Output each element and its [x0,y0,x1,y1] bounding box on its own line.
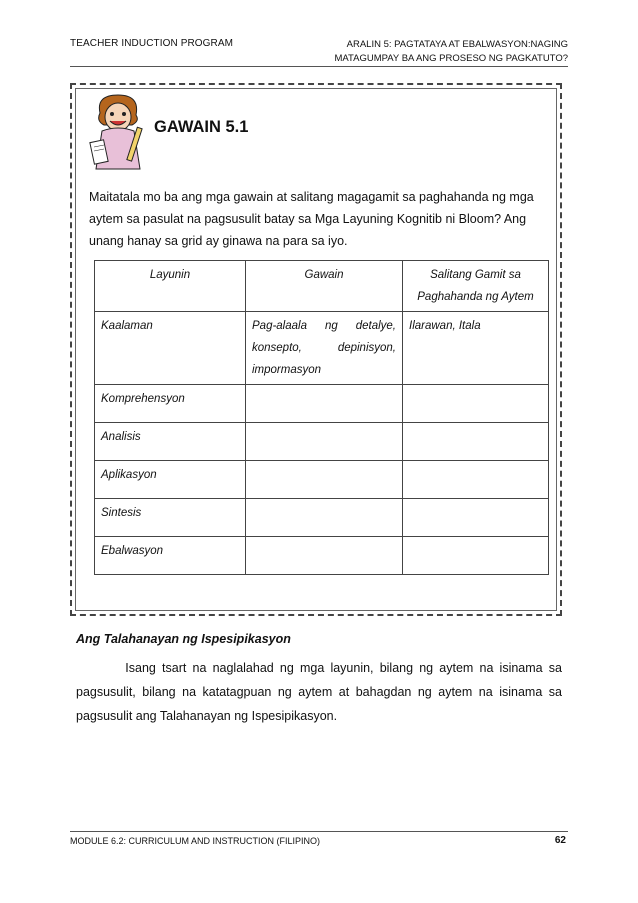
teacher-mascot-icon [88,91,148,173]
header-lesson-line1: ARALIN 5: PAGTATAYA AT EBALWASYON:NAGING [346,39,568,50]
cell-layunin: Ebalwasyon [95,537,246,575]
header-rule [70,66,568,67]
table-row [95,423,549,461]
table-row [95,385,549,423]
header-gawain: Gawain [246,261,403,312]
header-lesson [334,38,568,66]
activity-title: GAWAIN 5.1 [154,118,249,136]
table-header-row [95,261,549,312]
header-layunin: Layunin [95,261,246,312]
cell-layunin: Kaalaman [95,312,246,385]
table-row [95,312,549,385]
header-salita: Salitang Gamit sa Paghahanda ng Aytem [403,261,549,312]
cell-salita: Ilarawan, Itala [403,312,549,385]
cell-gawain[interactable] [246,385,403,423]
instruction-line: Maitatala mo ba ang mga gawain at salitang magagamit sa paghahanda ng mga [89,190,534,204]
cell-gawain[interactable] [246,537,403,575]
paragraph-line: pagsusulit, bilang na katatagpuan ng aytem at bahagdan ng aytem na isinama sa [76,685,562,699]
cell-gawain[interactable] [246,499,403,537]
paragraph-line: pagsusulit ang Talahanayan ng Ispesipikasyon. [76,709,338,723]
instruction-line: unang hanay sa grid ay ginawa na para sa iyo. [89,234,348,248]
cell-salita[interactable] [403,461,549,499]
cell-layunin: Komprehensyon [95,385,246,423]
cell-salita[interactable] [403,537,549,575]
cell-salita[interactable] [403,385,549,423]
table-row [95,499,549,537]
cell-salita[interactable] [403,423,549,461]
header-program: TEACHER INDUCTION PROGRAM [70,38,234,49]
cell-gawain: Pag-alaala ng detalye, konsepto, depinisyon, impormasyon [246,312,403,385]
paragraph-line: Isang tsart na naglalahad ng mga layunin, bilang ng aytem na isinama sa [76,661,562,675]
activity-instructions [89,186,561,252]
cell-layunin: Aplikasyon [95,461,246,499]
cell-layunin: Analisis [95,423,246,461]
instruction-line: aytem sa pasulat na pagsusulit batay sa Mga Layuning Kognitib ni Bloom? Ang [89,212,527,226]
table-row [95,461,549,499]
header-lesson-line2: MATAGUMPAY BA ANG PROSESO NG PAGKATUTO? [334,53,568,64]
bloom-grid-table [94,260,549,575]
section-paragraph [76,656,562,728]
cell-layunin: Sintesis [95,499,246,537]
page-number: 62 [554,835,566,846]
footer-rule [70,831,568,832]
cell-gawain[interactable] [246,461,403,499]
table-row [95,537,549,575]
section-title: Ang Talahanayan ng Ispesipikasyon [76,632,291,646]
footer-module: MODULE 6.2: CURRICULUM AND INSTRUCTION (FILIPINO) [70,836,321,846]
cell-salita[interactable] [403,499,549,537]
cell-gawain[interactable] [246,423,403,461]
